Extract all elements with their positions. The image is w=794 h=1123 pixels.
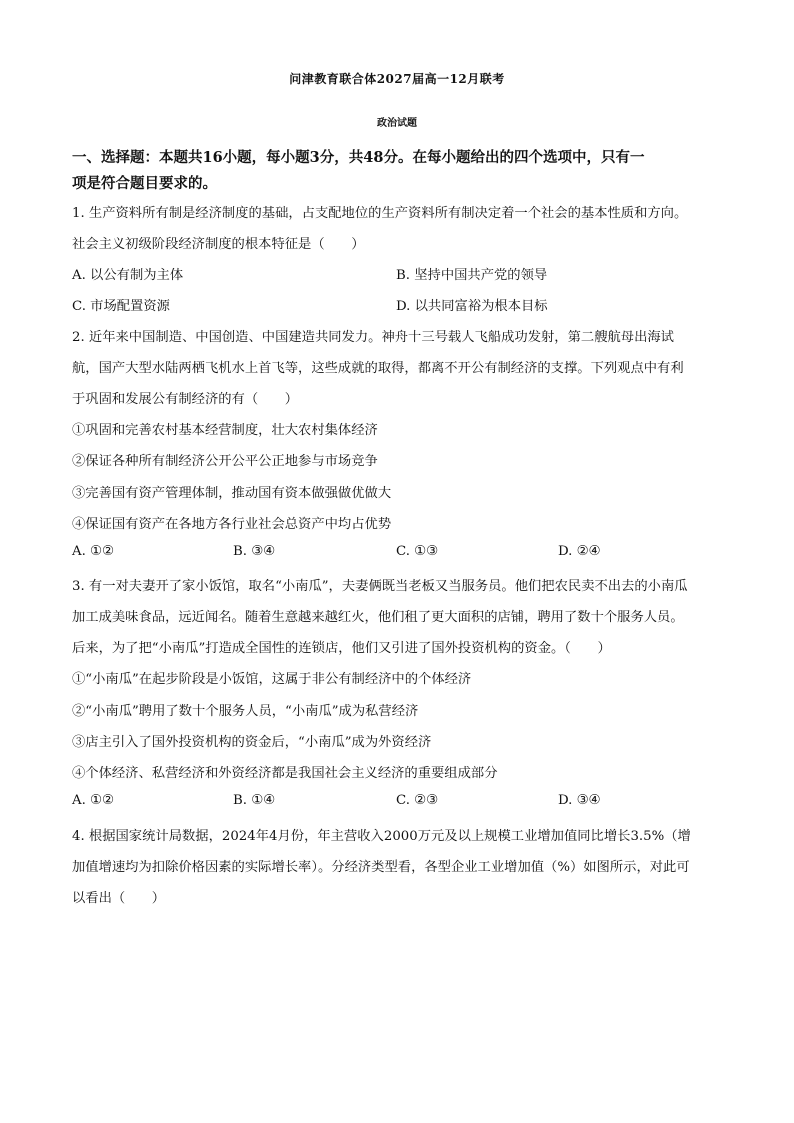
q3-option-b[interactable]: B. ①④ [233, 793, 276, 808]
q2-option-b[interactable]: B. ③④ [233, 544, 276, 559]
q1-option-d[interactable]: D. 以共同富裕为根本目标 [396, 299, 548, 314]
q2-option-a[interactable]: A. ①② [72, 544, 114, 559]
q1-stem-line2: 社会主义初级阶段经济制度的根本特征是（ ） [72, 237, 365, 252]
q3-stem-line3: 后来，为了把“小南瓜”打造成全国性的连锁店，他们又引进了国外投资机构的资金。（ ） [72, 641, 611, 656]
q2-stem-line3: 于巩固和发展公有制经济的有（ ） [72, 392, 299, 407]
q3-option-c[interactable]: C. ②③ [396, 793, 438, 808]
page-subtitle: 政治试题 [377, 118, 417, 129]
q2-option-d[interactable]: D. ②④ [558, 544, 601, 559]
q1-option-c[interactable]: C. 市场配置资源 [72, 299, 170, 314]
q3-statement-2: ②“小南瓜”聘用了数十个服务人员，“小南瓜”成为私营经济 [72, 704, 419, 719]
q3-stem-line2: 加工成美味食品，远近闻名。随着生意越来越红火，他们租了更大面积的店铺，聘用了数十个服务人员。 [72, 610, 684, 625]
q2-option-c[interactable]: C. ①③ [396, 544, 438, 559]
q4-stem-line3: 以看出（ ） [72, 891, 166, 906]
page-title: 问津教育联合体2027届高一12月联考 [289, 72, 505, 86]
q4-stem-line2: 加值增速均为扣除价格因素的实际增长率）。分经济类型看，各型企业工业增加值（%）如图所示，对此可 [72, 860, 690, 875]
q1-option-a[interactable]: A. 以公有制为主体 [72, 268, 184, 283]
q4-stem-line1: 4. 根据国家统计局数据，2024年4月份，年主营收入2000万元及以上规模工业增加值同比增长3.5%（增 [72, 829, 691, 844]
q2-statement-1: ①巩固和完善农村基本经营制度，壮大农村集体经济 [72, 423, 378, 438]
section-heading-line2: 项是符合题目要求的。 [72, 175, 217, 192]
q2-statement-2: ②保证各种所有制经济公开公平公正地参与市场竞争 [72, 454, 378, 469]
q3-stem-line1: 3. 有一对夫妻开了家小饭馆，取名“小南瓜”，夫妻俩既当老板又当服务员。他们把农民卖不出去的小南瓜 [72, 579, 688, 594]
q3-statement-3: ③店主引入了国外投资机构的资金后，“小南瓜”成为外资经济 [72, 735, 432, 750]
q2-statement-3: ③完善国有资产管理体制，推动国有资本做强做优做大 [72, 486, 392, 501]
q3-option-d[interactable]: D. ③④ [558, 793, 601, 808]
q3-option-a[interactable]: A. ①② [72, 793, 114, 808]
section-heading-line1: 一、选择题：本题共16小题，每小题3分，共48分。在每小题给出的四个选项中，只有一 [72, 149, 645, 166]
q2-statement-4: ④保证国有资产在各地方各行业社会总资产中均占优势 [72, 517, 392, 532]
q2-stem-line2: 航，国产大型水陆两栖飞机水上首飞等，这些成就的取得，都离不开公有制经济的支撑。下列观点中有利 [72, 361, 684, 376]
q2-stem-line1: 2. 近年来中国制造、中国创造、中国建造共同发力。神舟十三号载人飞船成功发射，第二艘航母出海试 [72, 330, 674, 345]
q3-statement-1: ①“小南瓜”在起步阶段是小饭馆，这属于非公有制经济中的个体经济 [72, 672, 472, 687]
q1-stem-line1: 1. 生产资料所有制是经济制度的基础，占支配地位的生产资料所有制决定着一个社会的基本性质和方向。 [72, 206, 688, 221]
q1-option-b[interactable]: B. 坚持中国共产党的领导 [396, 268, 548, 283]
q3-statement-4: ④个体经济、私营经济和外资经济都是我国社会主义经济的重要组成部分 [72, 766, 498, 781]
